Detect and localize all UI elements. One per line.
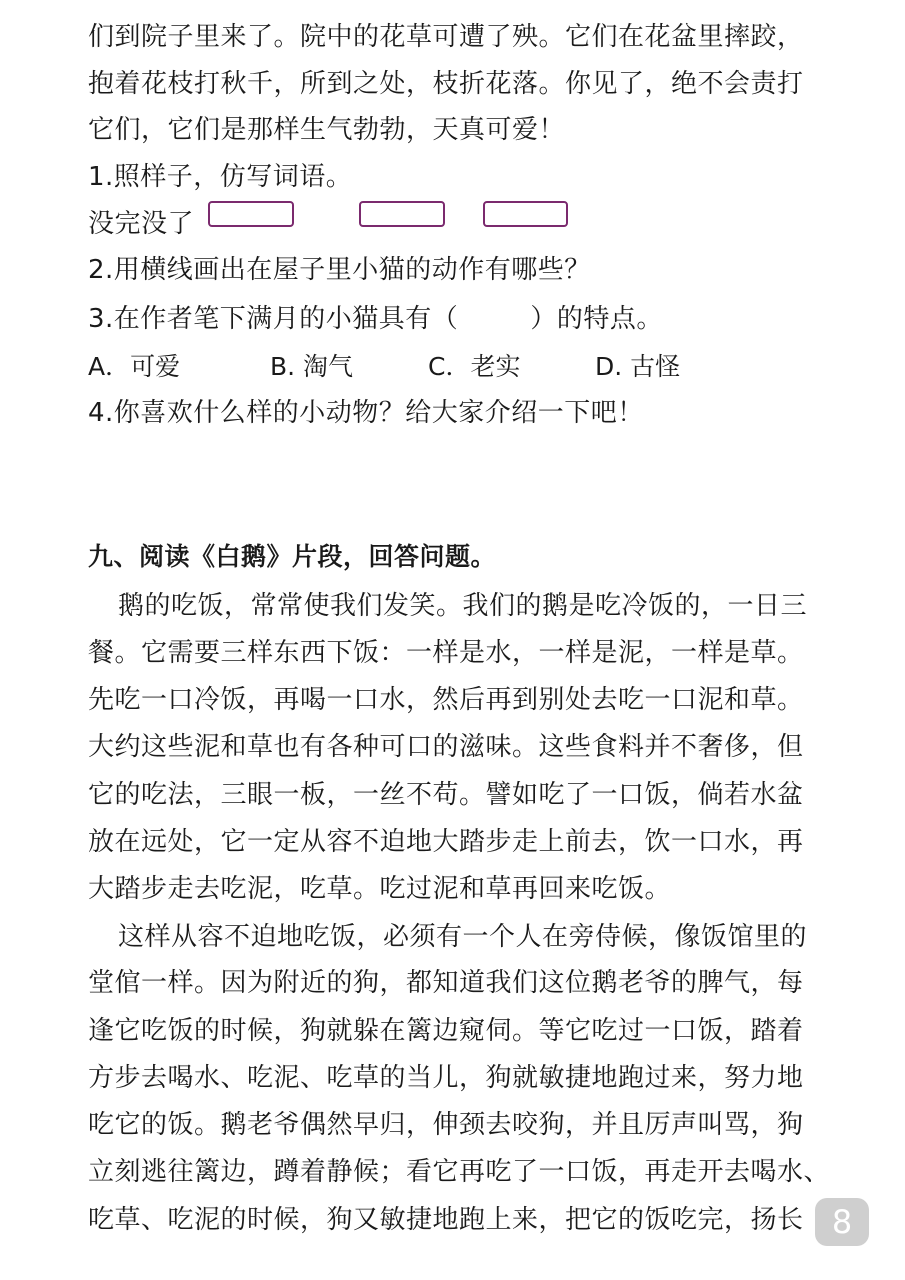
question-3-text: 3.在作者笔下满月的小猫具有（ bbox=[88, 304, 459, 334]
paragraph-2-line: 逢它吃饭的时候，狗就躲在篱边窥伺。等它吃过一口饭，踏着 bbox=[88, 1016, 804, 1046]
question-1: 1.照样子，仿写词语。 bbox=[88, 162, 353, 192]
paragraph-2-line: 这样从容不迫地吃饭，必须有一个人在旁侍候，像饭馆里的 bbox=[118, 922, 808, 952]
option-a[interactable]: A．可爱 bbox=[88, 352, 181, 381]
question-1-example: 没完没了 bbox=[88, 209, 195, 239]
option-b[interactable]: B. 淘气 bbox=[270, 352, 354, 381]
question-3-text-end: ）的特点。 bbox=[530, 304, 663, 334]
paragraph-1-line: 大踏步走去吃泥，吃草。吃过泥和草再回来吃饭。 bbox=[88, 874, 672, 904]
question-4: 4.你喜欢什么样的小动物？给大家介绍一下吧！ bbox=[88, 398, 644, 428]
paragraph-1-line: 餐。它需要三样东西下饭：一样是水，一样是泥，一样是草。 bbox=[88, 638, 804, 668]
paragraph-1-line: 它的吃法，三眼一板，一丝不苟。譬如吃了一口饭，倘若水盆 bbox=[88, 780, 804, 810]
answer-box-3[interactable] bbox=[483, 201, 568, 227]
paragraph-1-line: 放在远处，它一定从容不迫地大踏步走上前去，饮一口水，再 bbox=[88, 827, 804, 857]
question-3 bbox=[88, 302, 663, 336]
paragraph-1-line: 鹅的吃饭，常常使我们发笑。我们的鹅是吃冷饭的，一日三 bbox=[118, 591, 808, 621]
paragraph-1-line: 大约这些泥和草也有各种可口的滋味。这些食料并不奢侈，但 bbox=[88, 732, 804, 762]
question-2: 2.用横线画出在屋子里小猫的动作有哪些？ bbox=[88, 255, 591, 285]
passage-line: 们到院子里来了。院中的花草可遭了殃。它们在花盆里摔跤， bbox=[88, 22, 804, 52]
passage-line: 抱着花枝打秋千，所到之处，枝折花落。你见了，绝不会责打 bbox=[88, 69, 804, 99]
section-heading: 九、阅读《白鹅》片段，回答问题。 bbox=[88, 542, 497, 571]
paragraph-2-line: 吃它的饭。鹅老爷偶然早归，伸颈去咬狗，并且厉声叫骂，狗 bbox=[88, 1110, 804, 1140]
paragraph-1-line: 先吃一口冷饭，再喝一口水，然后再到别处去吃一口泥和草。 bbox=[88, 685, 804, 715]
paragraph-2-line: 方步去喝水、吃泥、吃草的当儿，狗就敏捷地跑过来，努力地 bbox=[88, 1063, 804, 1093]
answer-box-2[interactable] bbox=[359, 201, 445, 227]
option-c[interactable]: C．老实 bbox=[428, 352, 521, 381]
paragraph-2-line: 立刻逃往篱边，蹲着静候；看它再吃了一口饭，再走开去喝水、 bbox=[88, 1157, 831, 1187]
option-d[interactable]: D. 古怪 bbox=[595, 352, 681, 381]
passage-line: 它们，它们是那样生气勃勃，天真可爱！ bbox=[88, 115, 566, 145]
page-number-badge[interactable]: 8 bbox=[815, 1198, 869, 1246]
paragraph-2-line: 吃草、吃泥的时候，狗又敏捷地跑上来，把它的饭吃完，扬长 bbox=[88, 1205, 804, 1235]
answer-box-1[interactable] bbox=[208, 201, 294, 227]
paragraph-2-line: 堂倌一样。因为附近的狗，都知道我们这位鹅老爷的脾气，每 bbox=[88, 968, 804, 998]
